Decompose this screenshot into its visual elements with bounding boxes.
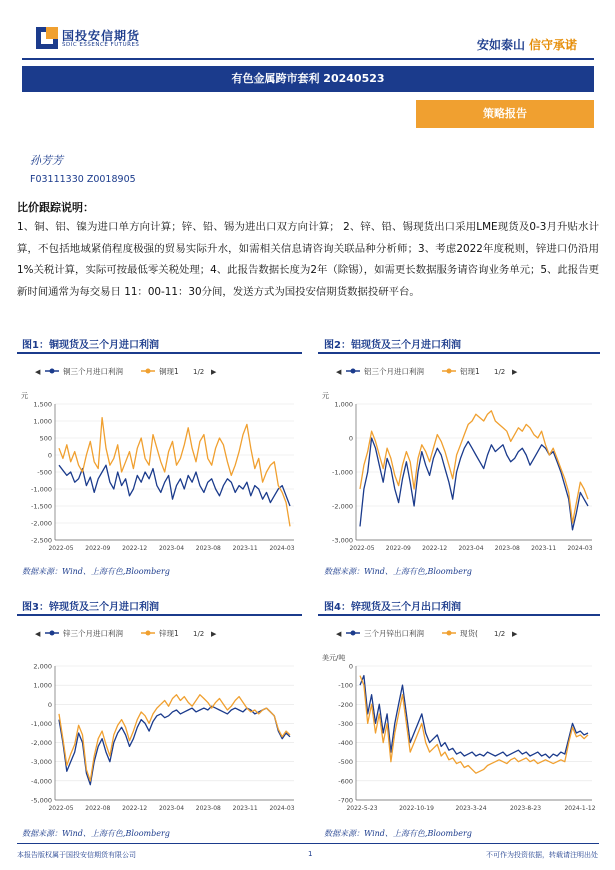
figure-2-source: 数据来源：Wind、上海有色,Bloomberg xyxy=(324,567,472,576)
x-tick-label: 2024-03 xyxy=(269,805,295,812)
figure-2-title: 图2：铝现货及三个月进口利润 xyxy=(324,340,461,351)
x-tick-label: 2024-03 xyxy=(567,545,593,552)
y-tick-label: -600 xyxy=(338,777,353,786)
legend-page: 1/2 xyxy=(494,630,506,638)
footer-disclaimer: 不可作为投资依据，转载请注明出处 xyxy=(486,851,598,859)
y-axis-unit: 元 xyxy=(21,392,28,400)
legend-left-arrow-icon[interactable]: ◀ xyxy=(336,630,342,638)
page-number: 1 xyxy=(308,850,313,858)
y-tick-label: -4,000 xyxy=(31,777,52,786)
x-tick-label: 2022-12 xyxy=(422,545,448,552)
section-title: 比价跟踪说明： xyxy=(17,201,94,214)
legend-entry: 铝三个月进口利润 xyxy=(364,367,424,376)
x-tick-label: 2023-08 xyxy=(195,805,221,812)
legend-right-arrow-icon[interactable]: ▶ xyxy=(512,630,518,638)
x-tick-label: 2023-04 xyxy=(158,545,185,552)
y-tick-label: -5,000 xyxy=(31,796,52,805)
header-divider xyxy=(22,58,594,60)
y-axis-unit: 元 xyxy=(322,392,329,400)
series-line-0 xyxy=(59,465,290,506)
legend-left-arrow-icon[interactable]: ◀ xyxy=(35,630,41,638)
legend-page: 1/2 xyxy=(494,368,506,376)
figure-2-chart xyxy=(318,360,600,560)
x-tick-label: 2022-12 xyxy=(122,805,148,812)
y-tick-label: 0 xyxy=(47,451,52,460)
legend-right-arrow-icon[interactable]: ▶ xyxy=(211,368,217,376)
chart-legend xyxy=(336,628,518,638)
series-line-0 xyxy=(360,676,588,758)
figure-3-source: 数据来源：Wind、上海有色,Bloomberg xyxy=(22,829,170,838)
x-tick-label: 2023-11 xyxy=(232,545,258,552)
legend-marker xyxy=(447,369,452,374)
y-tick-label: -3,000 xyxy=(31,758,52,767)
y-tick-label: -1,500 xyxy=(31,502,52,511)
x-tick-label: 2023-08 xyxy=(195,545,221,552)
y-tick-label: -200 xyxy=(338,700,353,709)
chart-legend xyxy=(336,366,518,376)
section-body: 1、铜、铝、镍为进口单方向计算；锌、铅、锡为进出口双方向计算； 2、锌、铅、锡现货出口采用LME现货及0-3月升贴水计算，不包括地域紧俏程度极强的贸易实际升水，如需相关信息请咨询关联品种分析师；3、考虑2022年度税则，锌进口仍沿用1%关税计算，实际可按最低零关税处理；4、此报告数据长度为2年（除锡），如需更长数据服务请咨询业务单元；5、此报告更新时间通常为每交易日 11：00-11：30分间，发送方式为国投安信期货数据投研平台。 xyxy=(17,221,599,298)
legend-marker xyxy=(50,631,55,636)
x-tick-label: 2023-11 xyxy=(531,545,557,552)
figure-4-chart xyxy=(318,622,600,820)
legend-left-arrow-icon[interactable]: ◀ xyxy=(336,368,342,376)
y-tick-label: -2,000 xyxy=(31,519,52,528)
figure-4-title: 图4：锌现货及三个月出口利润 xyxy=(324,602,461,613)
figure-1-title: 图1：铜现货及三个月进口利润 xyxy=(22,340,159,351)
y-tick-label: 0 xyxy=(348,662,353,671)
legend-marker xyxy=(146,369,151,374)
legend-entry: 铜三个月进口利润 xyxy=(63,367,123,376)
y-tick-label: 1,500 xyxy=(33,400,52,409)
report-type-tag: 策略报告 xyxy=(416,100,594,128)
y-tick-label: 0 xyxy=(348,434,353,443)
y-tick-label: -2,500 xyxy=(31,536,52,545)
x-tick-label: 2022-05 xyxy=(48,545,74,552)
y-tick-label: -400 xyxy=(338,739,353,748)
figure-3-rule xyxy=(17,614,302,616)
chart-legend xyxy=(35,628,217,638)
y-tick-label: -100 xyxy=(338,681,353,690)
legend-marker xyxy=(351,369,356,374)
x-tick-label: 2022-08 xyxy=(85,805,111,812)
legend-right-arrow-icon[interactable]: ▶ xyxy=(512,368,518,376)
author-ids: F03111330 Z0018905 xyxy=(30,174,136,185)
legend-entry: 三个月锌出口利润 xyxy=(364,629,424,638)
legend-entry: 锌现1 xyxy=(159,629,179,638)
y-tick-label: -1,000 xyxy=(31,485,52,494)
legend-entry: 铝现1 xyxy=(460,367,480,376)
x-tick-label: 2024-1-12 xyxy=(564,805,596,812)
logo-text: 国投安信期货 xyxy=(62,29,141,43)
y-axis-unit: 美元/吨 xyxy=(322,654,346,662)
legend-marker xyxy=(50,369,55,374)
legend-entry: 锌三个月进口利润 xyxy=(63,629,123,638)
y-tick-label: 0 xyxy=(47,700,52,709)
figure-1-source: 数据来源：Wind、上海有色,Bloomberg xyxy=(22,567,170,576)
figure-1-rule xyxy=(17,352,302,354)
y-tick-label: -2,000 xyxy=(31,739,52,748)
footer-copyright: 本报告版权属于国投安信期货有限公司 xyxy=(17,851,136,859)
y-tick-label: 1,000 xyxy=(33,681,52,690)
legend-marker xyxy=(146,631,151,636)
x-tick-label: 2023-11 xyxy=(232,805,258,812)
x-tick-label: 2022-09 xyxy=(385,545,411,552)
y-tick-label: 1,000 xyxy=(33,417,52,426)
y-tick-label: -500 xyxy=(37,468,52,477)
x-tick-label: 2023-08 xyxy=(494,545,520,552)
chart-legend xyxy=(35,366,217,376)
slogan xyxy=(477,36,577,53)
figure-4-source: 数据来源：Wind、上海有色,Bloomberg xyxy=(324,829,472,838)
author-name: 孙芳芳 xyxy=(30,154,63,167)
x-tick-label: 2023-04 xyxy=(458,545,484,552)
legend-right-arrow-icon[interactable]: ▶ xyxy=(211,630,217,638)
legend-entry: 现货( xyxy=(460,629,478,638)
y-tick-label: -1,000 xyxy=(332,468,353,477)
slogan-part-b: 信守承诺 xyxy=(528,38,577,52)
x-tick-label: 2022-12 xyxy=(122,545,148,552)
legend-page: 1/2 xyxy=(193,630,205,638)
legend-left-arrow-icon[interactable]: ◀ xyxy=(35,368,41,376)
x-tick-label: 2024-03 xyxy=(269,545,295,552)
logo-subtext: SDIC ESSENCE FUTURES xyxy=(62,42,140,48)
x-tick-label: 2022-05 xyxy=(349,545,375,552)
y-tick-label: -2,000 xyxy=(332,502,353,511)
legend-marker xyxy=(447,631,452,636)
x-tick-label: 2022-09 xyxy=(85,545,111,552)
page-header xyxy=(0,0,615,64)
figure-1-chart xyxy=(17,360,302,560)
figure-4-rule xyxy=(318,614,600,616)
figure-3-chart xyxy=(17,622,302,820)
y-tick-label: 1,000 xyxy=(334,400,353,409)
footer-divider xyxy=(17,843,599,844)
figure-3-title: 图3：锌现货及三个月进口利润 xyxy=(22,602,159,613)
figure-2-rule xyxy=(318,352,600,354)
legend-page: 1/2 xyxy=(193,368,205,376)
legend-entry: 铜现1 xyxy=(159,367,179,376)
x-tick-label: 2023-04 xyxy=(158,805,185,812)
company-logo-icon xyxy=(36,27,58,49)
legend-marker xyxy=(351,631,356,636)
x-tick-label: 2023-3-24 xyxy=(455,805,487,812)
y-tick-label: -300 xyxy=(338,719,353,728)
y-tick-label: -3,000 xyxy=(332,536,353,545)
x-tick-label: 2022-05 xyxy=(48,805,74,812)
y-tick-label: 500 xyxy=(39,434,52,443)
series-line-0 xyxy=(59,706,290,785)
y-tick-label: -1,000 xyxy=(31,719,52,728)
report-title: 有色金属跨市套利 20240523 xyxy=(22,66,594,92)
y-tick-label: -500 xyxy=(338,758,353,767)
y-tick-label: 2,000 xyxy=(33,662,52,671)
y-tick-label: -700 xyxy=(338,796,353,805)
x-tick-label: 2022-10-19 xyxy=(399,805,434,812)
x-tick-label: 2022-5-23 xyxy=(346,805,378,812)
series-line-0 xyxy=(360,438,588,530)
x-tick-label: 2023-8-23 xyxy=(509,805,542,812)
slogan-part-a: 安如泰山 xyxy=(476,38,525,52)
